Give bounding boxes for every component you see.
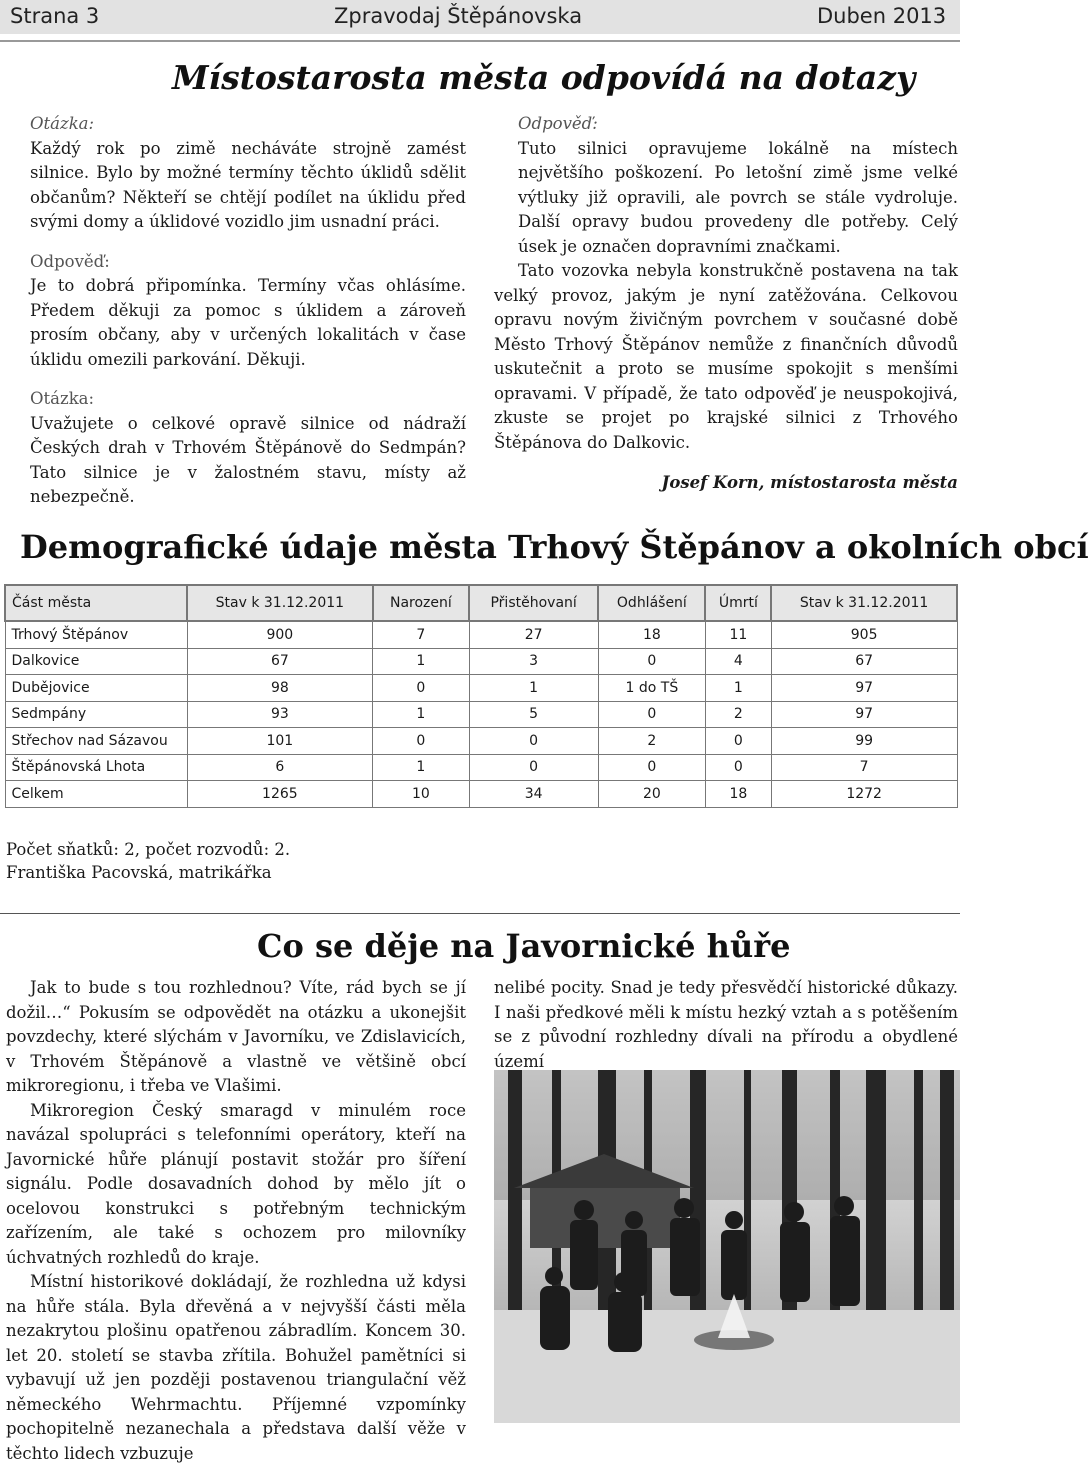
- table-cell: 97: [771, 701, 957, 728]
- article-paragraph: Místní historikové dokládají, že rozhledna už kdysi na hůře stála. Byla dřevěná a v nejvyšší části měla nezakrytou plošinu opatřenou zábradlím. Koncem 30. let 20. století se stavba zřítila. Bohužel pamětníci si vybavují už jen později postavenou triangulační věž německého Wehrmachtu. Příjemné vzpomínky pochopitelně nezanechala a představa další věže v těchto lidech vzbuzuje: [6, 1272, 466, 1463]
- answer-label: Odpověď:: [518, 114, 598, 133]
- answer-label: Odpověď:: [30, 251, 110, 271]
- column-header: Úmrtí: [705, 585, 771, 621]
- table-cell: 67: [771, 648, 957, 675]
- table-cell: 905: [771, 621, 957, 648]
- row-label: Štěpánovská Lhota: [5, 754, 187, 781]
- page-number: Strana 3: [10, 4, 100, 28]
- table-cell: 1: [705, 675, 771, 702]
- table-cell: 11: [705, 621, 771, 648]
- table-cell: 98: [187, 675, 373, 702]
- row-label: Dubějovice: [5, 675, 187, 702]
- table-cell: 10: [373, 781, 469, 808]
- answer-text: Je to dobrá připomínka. Termíny včas ohlásíme. Předem děkuji za pomoc s úklidem a zároveň prosím občany, aby v určených lokalitách v čase úklidu omezili parkování. Děkuji.: [30, 276, 466, 369]
- question-text: Uvažujete o celkové opravě silnice od nádraží Českých drah v Trhovém Štěpánově do Sedmpán? Tato silnice je v žalostném stavu, místy až nebezpečně.: [30, 413, 466, 506]
- question-label: Otázka:: [30, 389, 95, 408]
- table-cell: 3: [469, 648, 598, 675]
- table-cell: 0: [705, 754, 771, 781]
- interview-title: Místostarosta města odpovídá na dotazy: [172, 58, 916, 97]
- demographics-title: Demografické údaje města Trhový Štěpánov a okolních obcí: [20, 528, 1089, 566]
- row-label: Sedmpány: [5, 701, 187, 728]
- table-row: [5, 648, 957, 675]
- table-cell: 900: [187, 621, 373, 648]
- table-cell: 5: [469, 701, 598, 728]
- table-cell: 1: [373, 701, 469, 728]
- table-cell: 18: [705, 781, 771, 808]
- header-divider: [0, 40, 960, 42]
- registrar-signature: Františka Pacovská, matrikářka: [6, 863, 272, 882]
- table-cell: 0: [373, 675, 469, 702]
- column-header: Narození: [373, 585, 469, 621]
- question-text: Každý rok po zimě necháváte strojně zamést silnice. Bylo by možné termíny těchto úklidů sdělit občanům? Někteří se chtějí podílet na úklidu před svými domy a úklidové vozidlo jim usnadní práci.: [30, 138, 466, 231]
- table-cell: 1272: [771, 781, 957, 808]
- table-cell: 6: [187, 754, 373, 781]
- forest-gathering-photo: [494, 1070, 960, 1423]
- table-cell: 0: [598, 701, 705, 728]
- signature: Josef Korn, místostarosta města: [661, 473, 958, 492]
- article-paragraph: Jak to bude s tou rozhlednou? Víte, rád bych se jí dožil…“ Pokusím se odpovědět na otázku a ukonejšit povzdechy, které slýchám v Javorníku, ve Zdislavicích, v Trhovém Štěpánově a vlastně ve většině obcí mikroregionu, i třeba ve Vlašimi.: [6, 978, 466, 1095]
- table-cell: 97: [771, 675, 957, 702]
- article-paragraph: Mikroregion Český smaragd v minulém roce navázal spolupráci s telefonními operátory, kteří na Javornické hůře plánují postavit stožár pro šíření signálu. Podle dosavadních dohod by mělo jít o ocelovou konstrukci s potřebným technickým zařízením, ale také s ochozem pro milovníky úchvatných rozhledů do kraje.: [6, 1100, 466, 1267]
- table-row: [5, 675, 957, 702]
- column-header: Přistěhovaní: [469, 585, 598, 621]
- table-cell: 7: [771, 754, 957, 781]
- table-cell: 0: [598, 648, 705, 675]
- table-cell: 0: [705, 728, 771, 755]
- table-cell: 67: [187, 648, 373, 675]
- table-cell: 2: [705, 701, 771, 728]
- column-header: Část města: [5, 585, 187, 621]
- answer-text: Tuto silnici opravujeme lokálně na místech největšího poškození. Po letošní zimě jsme velké výtluky již opravili, ale povrch se stále vydroluje. Další opravy budou provedeny dle potřeby. Celý úsek je označen dopravními značkami.: [518, 138, 958, 256]
- row-label: Dalkovice: [5, 648, 187, 675]
- row-label: Trhový Štěpánov: [5, 621, 187, 648]
- section-divider: [0, 913, 960, 914]
- table-cell: 18: [598, 621, 705, 648]
- table-row: [5, 621, 957, 648]
- table-cell: 34: [469, 781, 598, 808]
- table-cell: 99: [771, 728, 957, 755]
- column-header: Stav k 31.12.2011: [771, 585, 957, 621]
- demographics-notes: [6, 838, 290, 884]
- question-label: Otázka:: [30, 114, 95, 133]
- table-cell: 27: [469, 621, 598, 648]
- javornice-title: Co se děje na Javornické hůře: [257, 927, 791, 965]
- table-cell: 1: [373, 754, 469, 781]
- publication-title: Zpravodaj Štěpánovska: [334, 4, 583, 28]
- table-cell: 1265: [187, 781, 373, 808]
- row-label: Střechov nad Sázavou: [5, 728, 187, 755]
- interview-right-column: [494, 112, 958, 496]
- table-cell: 0: [469, 728, 598, 755]
- javornice-right-column: [494, 976, 958, 1074]
- page-header: [0, 0, 960, 34]
- table-cell: 7: [373, 621, 469, 648]
- table-row: [5, 781, 957, 808]
- table-header-row: [5, 585, 957, 621]
- table-row: [5, 728, 957, 755]
- table-cell: 0: [469, 754, 598, 781]
- demographics-table: [4, 584, 958, 808]
- table-cell: 101: [187, 728, 373, 755]
- column-header: Stav k 31.12.2011: [187, 585, 373, 621]
- marriage-note: Počet sňatků: 2, počet rozvodů: 2.: [6, 840, 291, 859]
- table-cell: 93: [187, 701, 373, 728]
- table-cell: 2: [598, 728, 705, 755]
- table-cell: 20: [598, 781, 705, 808]
- issue-date: Duben 2013: [817, 4, 947, 28]
- table-cell: 1: [469, 675, 598, 702]
- answer-text: Tato vozovka nebyla konstrukčně postavena na tak velký provoz, jakým je nyní zatěžována. Celkovou opravu novým živičným povrchem v současné době Město Trhový Štěpánov nemůže z finančních důvodů uskutečnit a proto se musíme spokojit s menšími opravami. V případě, že tato odpověď je neuspokojivá, zkuste se projet po krajské silnici z Trhového Štěpánova do Dalkovic.: [494, 261, 958, 452]
- table-cell: 4: [705, 648, 771, 675]
- table-cell: 0: [373, 728, 469, 755]
- table-cell: 1 do TŠ: [598, 675, 705, 702]
- javornice-left-column: [6, 976, 466, 1466]
- article-paragraph: nelibé pocity. Snad je tedy přesvědčí historické důkazy. I naši předkové měli k místu hezký vztah a s potěšením se z původní rozhledny dívali na přírodu a obydlené území: [494, 978, 958, 1071]
- row-label: Celkem: [5, 781, 187, 808]
- table-cell: 0: [598, 754, 705, 781]
- table-cell: 1: [373, 648, 469, 675]
- table-row: [5, 701, 957, 728]
- column-header: Odhlášení: [598, 585, 705, 621]
- table-row: [5, 754, 957, 781]
- interview-left-column: [6, 112, 466, 510]
